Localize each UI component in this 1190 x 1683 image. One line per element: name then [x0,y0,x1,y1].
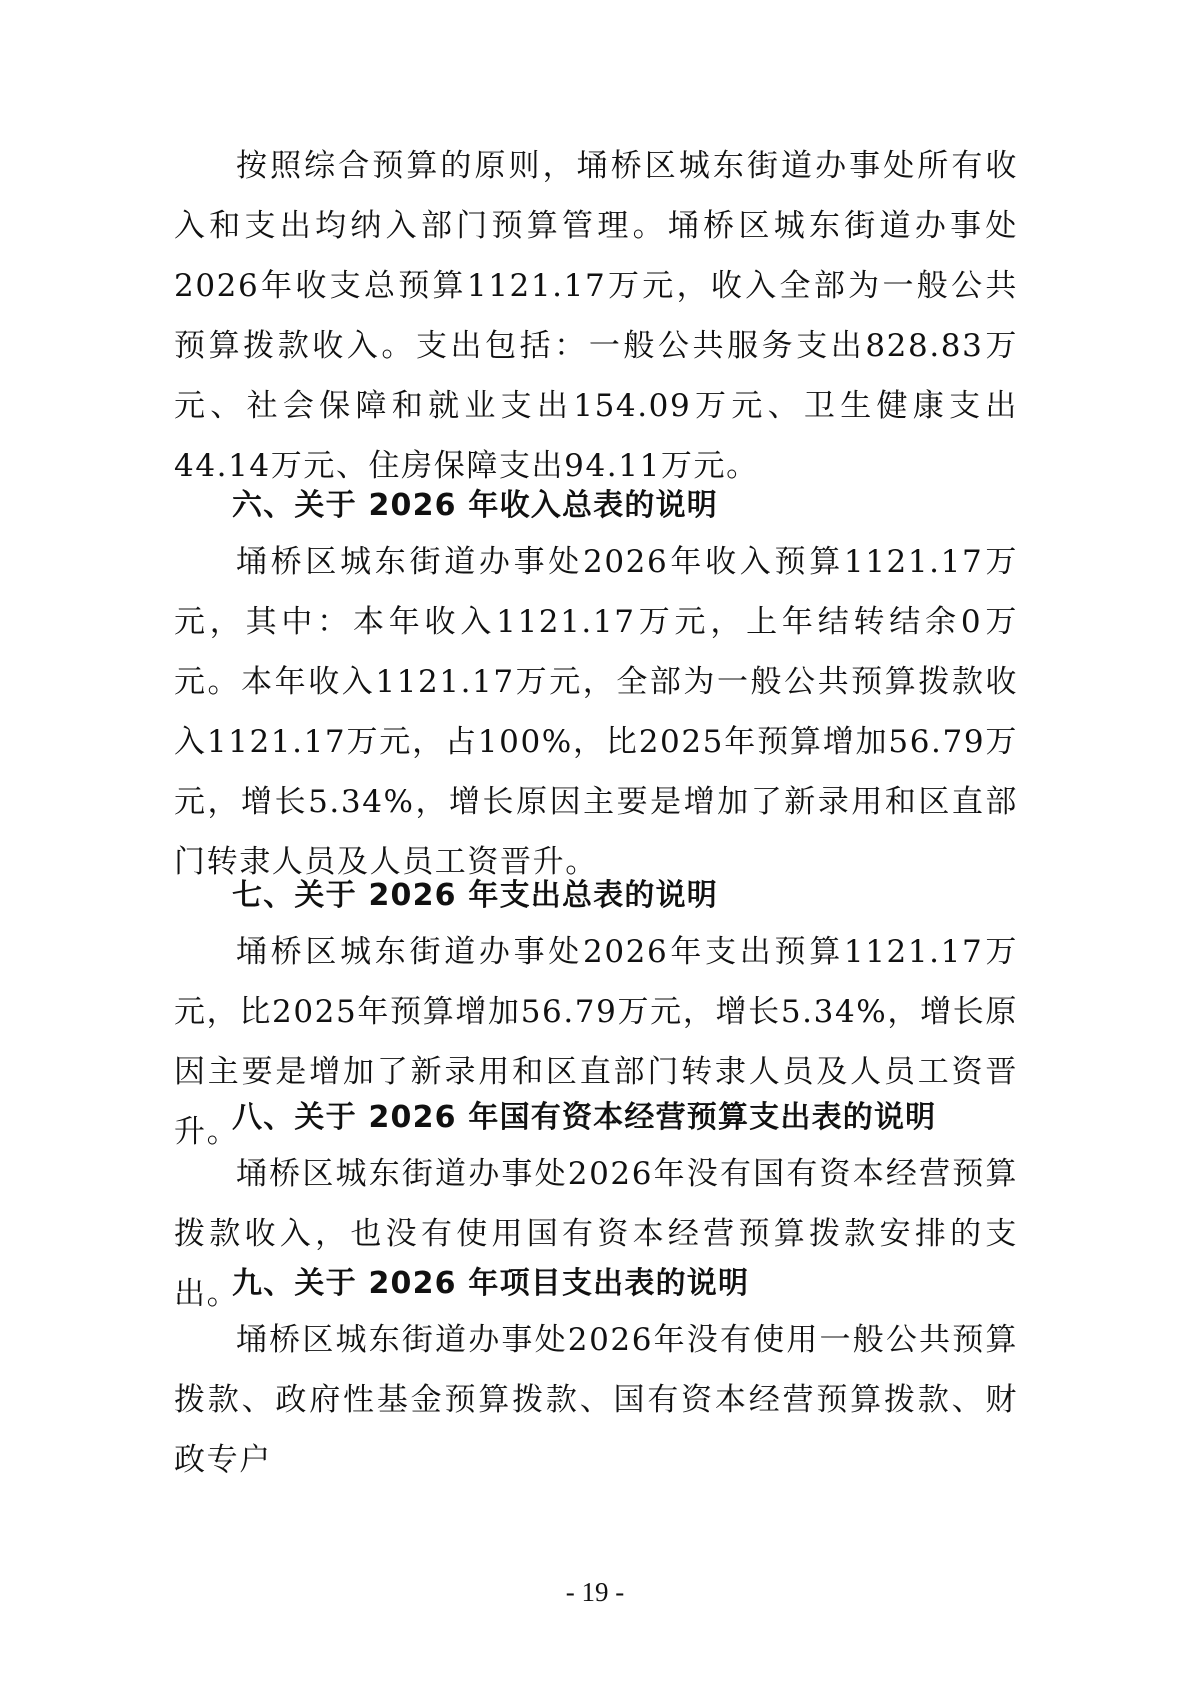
paragraph-project-expenditure: 埇桥区城东街道办事处2026年没有使用一般公共预算拨款、政府性基金预算拨款、国有资本经营预算拨款、财政专户 [174,1322,1018,1478]
paragraph-expenditure-summary: 埇桥区城东街道办事处2026年支出预算1121.17万元，比2025年预算增加56.79万元，增长5.34%，增长原因主要是增加了新录用和区直部门转隶人员及人员工资晋升。 [174,934,1018,1150]
heading-income-summary: 六、关于 2026 年收入总表的说明 [232,488,718,523]
page-number: - 19 - [565,1577,625,1607]
heading-project-expenditure: 九、关于 2026 年项目支出表的说明 [232,1266,750,1301]
paragraph-income-summary: 埇桥区城东街道办事处2026年收入预算1121.17万元，其中：本年收入1121.17万元，上年结转结余0万元。本年收入1121.17万元，全部为一般公共预算拨款收入1121.17万元，占100%，比2025年预算增加56.79万元，增长5.34%，增长原因主要是增加了新录用和区直部门转隶人员及人员工资晋升。 [174,544,1018,880]
paragraph-state-capital-budget: 埇桥区城东街道办事处2026年没有国有资本经营预算拨款收入，也没有使用国有资本经营预算拨款安排的支出。 [174,1156,1018,1312]
heading-state-capital-budget: 八、关于 2026 年国有资本经营预算支出表的说明 [232,1100,937,1135]
heading-expenditure-summary: 七、关于 2026 年支出总表的说明 [232,878,718,913]
paragraph-budget-overview: 按照综合预算的原则，埇桥区城东街道办事处所有收入和支出均纳入部门预算管理。埇桥区城东街道办事处2026年收支总预算1121.17万元，收入全部为一般公共预算拨款收入。支出包括：一般公共服务支出828.83万元、社会保障和就业支出154.09万元、卫生健康支出44.14万元、住房保障支出94.11万元。 [174,148,1018,484]
